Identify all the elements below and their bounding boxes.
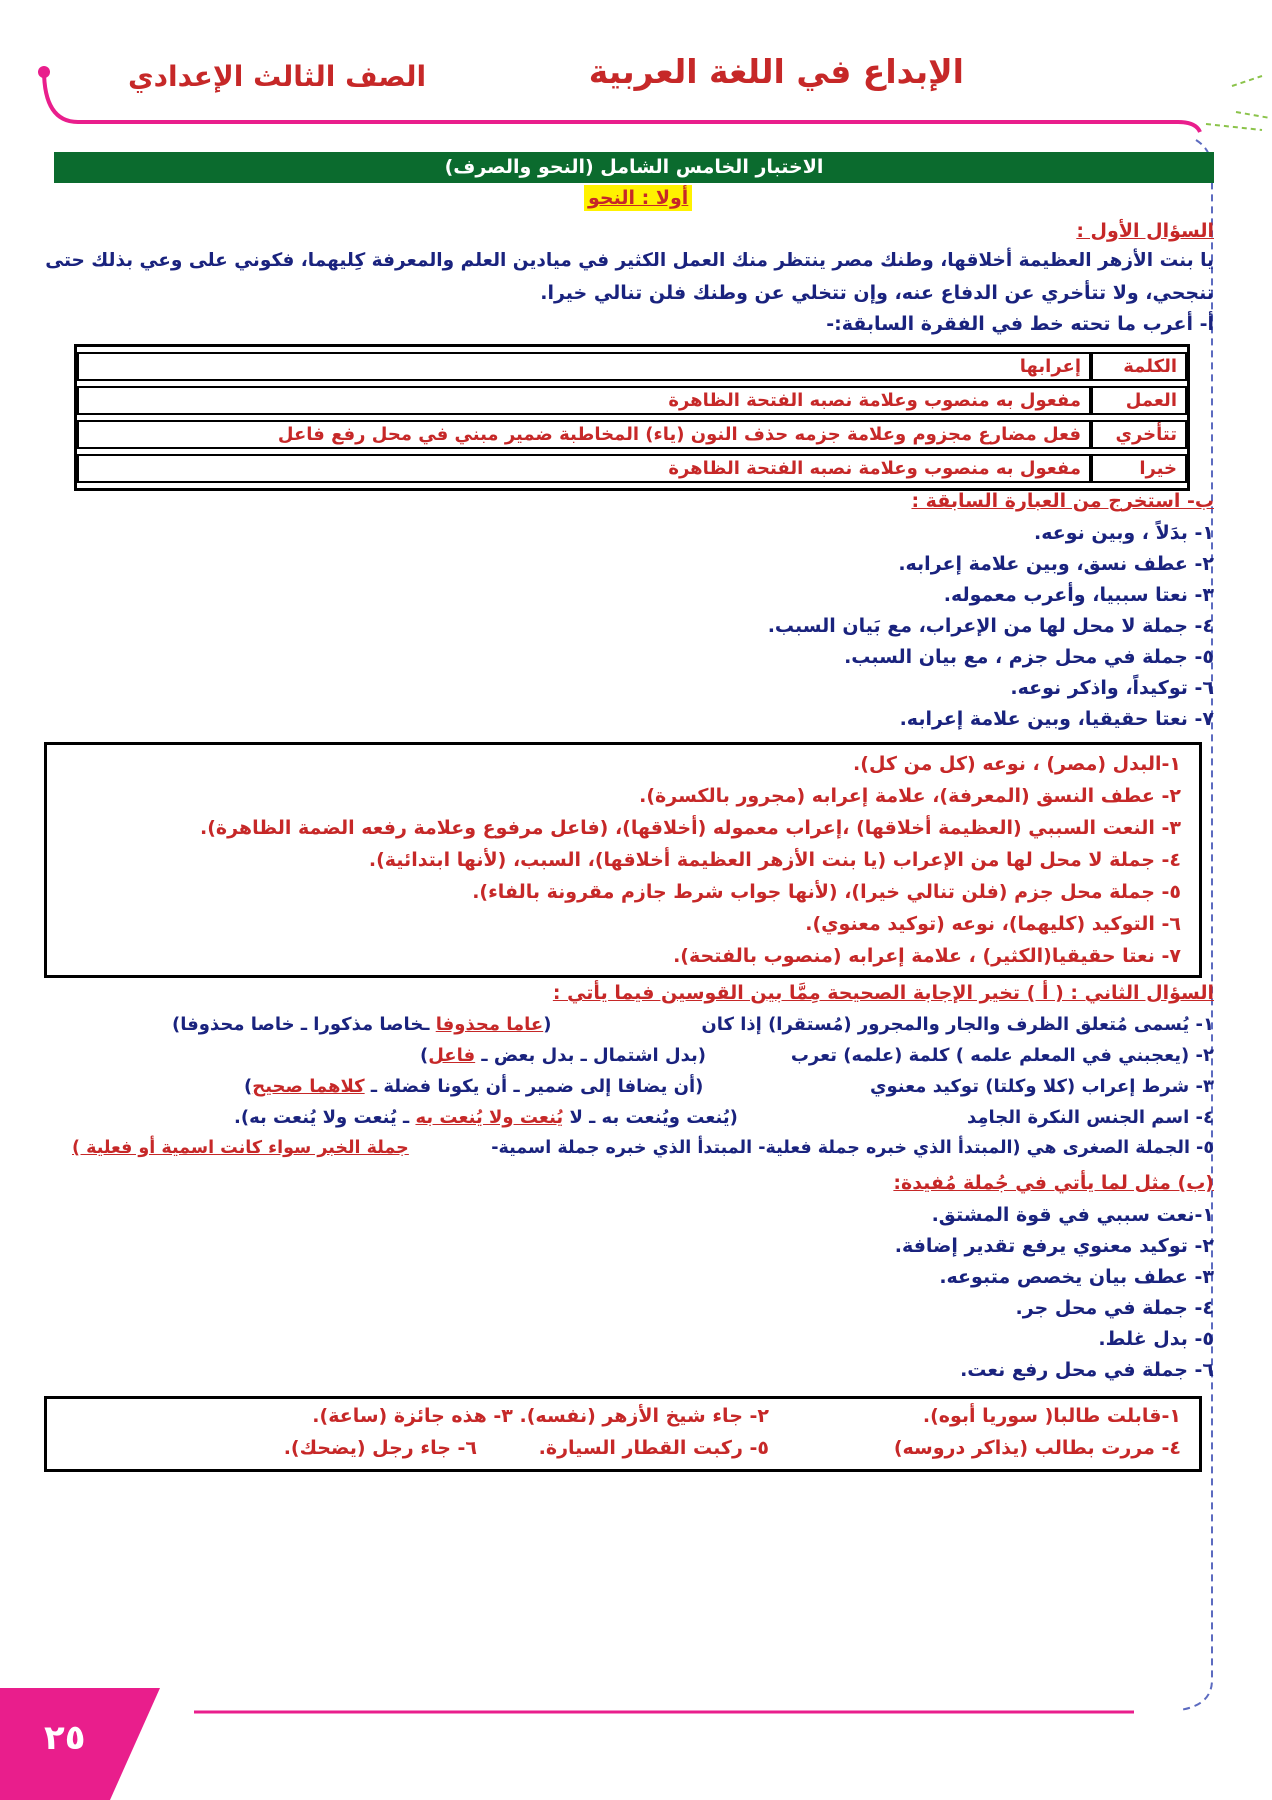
- table-row: [77, 454, 1187, 483]
- mcq-stem: ٢- (يعجبني في المعلم علمه ) كلمة (علمه) تعرب: [790, 1045, 1214, 1066]
- table-header-parse: إعرابها: [77, 352, 1091, 381]
- answer-item: ٧- نعتا حقيقيا(الكثير) ، علامة إعرابه (منصوب بالفتحة).: [673, 945, 1181, 967]
- list-item: ٤- جملة لا محل لها من الإعراب، مع بَيان السبب.: [767, 615, 1214, 637]
- answer-item: ٦- جاء رجل (يضحك).: [283, 1437, 477, 1459]
- correct-answer-highlight: يُنعت ولا يُنعت به: [415, 1107, 564, 1128]
- answer-item: ٦- التوكيد (كليهما)، نوعه (توكيد معنوي).: [805, 913, 1181, 935]
- book-title: الإبداع في اللغة العربية: [588, 52, 964, 91]
- answer-item: ٢- جاء شيخ الأزهر (نفسه). ٣- هذه جائزة (ساعة).: [312, 1405, 769, 1427]
- list-item: ٥- جملة في محل جزم ، مع بيان السبب.: [844, 646, 1214, 668]
- list-item: ٧- نعتا حقيقيا، وبين علامة إعرابه.: [899, 708, 1214, 730]
- list-item: ٢- توكيد معنوي يرفع تقدير إضافة.: [894, 1235, 1214, 1257]
- parsing-table: [74, 344, 1190, 491]
- correct-answer-highlight: كلاهما صحيح: [252, 1076, 365, 1097]
- table-row: [77, 386, 1187, 415]
- q2-title: السؤال الثاني : ( أ ) تخير الإجابة الصحيحة مِمَّا بين القوسين فيما يأتي :: [552, 982, 1214, 1004]
- list-item: ١-نعت سببي في قوة المشتق.: [931, 1204, 1214, 1226]
- mcq-stem: ١- يُسمى مُتعلق الظرف والجار والمجرور (مُستقرا) إذا كان: [701, 1014, 1214, 1035]
- table-cell-parse: مفعول به منصوب وعلامة نصبه الفتحة الظاهرة: [77, 386, 1091, 415]
- table-cell-word: خيرا: [1091, 454, 1187, 483]
- list-item: ٤- جملة في محل جر.: [1015, 1297, 1214, 1319]
- mcq-stem: ٥- الجملة الصغرى هي (المبتدأ الذي خبره جملة فعلية- المبتدأ الذي خبره جملة اسمية-: [491, 1138, 1214, 1158]
- exam-title-bar: الاختبار الخامس الشامل (النحو والصرف): [54, 152, 1214, 183]
- answer-item: ٢- عطف النسق (المعرفة)، علامة إعرابه (مجرور بالكسرة).: [639, 785, 1181, 807]
- q2-answers-box: [44, 1396, 1202, 1472]
- list-item: ٣- عطف بيان يخصص متبوعه.: [939, 1266, 1214, 1288]
- q2-part-b: (ب) مثل لما يأتي في جُملة مُفيدة:: [893, 1172, 1214, 1194]
- q1-title: السؤال الأول :: [1076, 220, 1214, 242]
- table-cell-word: تتأخري: [1091, 420, 1187, 449]
- table-row: [77, 420, 1187, 449]
- q1-passage-line1: يا بنت الأزهر العظيمة أخلاقها، وطنك مصر ينتظر منك العمل الكثير في ميادين العلم والمعرفة كِليهما، فكوني على وعي بذلك حتى: [45, 250, 1214, 271]
- mcq-choices: (أن يضافا إلى ضمير ـ أن يكونا فضلة ـ كلاهما صحيح): [244, 1076, 704, 1097]
- answer-item: ٤- جملة لا محل لها من الإعراب (يا بنت الأزهر العظيمة أخلاقها)، السبب، (لأنها ابتدائية).: [368, 849, 1181, 871]
- list-item: ٢- عطف نسق، وبين علامة إعرابه.: [898, 553, 1214, 575]
- table-cell-parse: مفعول به منصوب وعلامة نصبه الفتحة الظاهرة: [77, 454, 1091, 483]
- answer-item: ١-قابلت طالبا( سوريا أبوه).: [922, 1405, 1181, 1427]
- answer-item: ٣- النعت السببي (العظيمة أخلاقها) ،إعراب معموله (أخلاقها)، (فاعل مرفوع وعلامة رفعه الضمة الظاهرة).: [200, 817, 1181, 839]
- list-item: ٦- توكيداً، واذكر نوعه.: [1010, 677, 1214, 699]
- mcq-choices: (بدل اشتمال ـ بدل بعض ـ فاعل): [420, 1045, 706, 1066]
- answer-item: ٥- جملة محل جزم (فلن تنالي خيرا)، (لأنها جواب شرط جازم مقرونة بالفاء).: [472, 881, 1181, 903]
- section-label: أولا : النحو: [584, 185, 692, 211]
- list-item: ٥- بدل غلط.: [1098, 1328, 1214, 1350]
- correct-answer-highlight: عاما محذوفا: [435, 1014, 544, 1035]
- list-item: ٣- نعتا سببيا، وأعرب معموله.: [943, 584, 1214, 606]
- mcq-choices: (يُنعت ويُنعت به ـ لا يُنعت ولا يُنعت به ـ يُنعت ولا يُنعت به).: [234, 1107, 738, 1128]
- list-item: ٦- جملة في محل رفع نعت.: [960, 1359, 1214, 1381]
- q1-part-b: ب- استخرج من العبارة السابقة :: [911, 490, 1214, 512]
- q1-passage-line2: تنجحي، ولا تتأخري عن الدفاع عنه، وإن تتخلي عن وطنك فلن تنالي خيرا.: [540, 282, 1214, 304]
- mcq-stem: ٣- شرط إعراب (كلا وكلتا) توكيد معنوي: [870, 1076, 1214, 1097]
- grade-title: الصف الثالث الإعدادي: [128, 60, 427, 93]
- answer-item: ١-البدل (مصر) ، نوعه (كل من كل).: [853, 753, 1181, 775]
- page-number: ٢٥: [44, 1718, 86, 1758]
- table-header-row: [77, 352, 1187, 381]
- mcq-choices: جملة الخبر سواء كانت اسمية أو فعلية ): [72, 1138, 409, 1158]
- table-cell-parse: فعل مضارع مجزوم وعلامة جزمه حذف النون (ياء) المخاطبة ضمير مبني في محل رفع فاعل: [77, 420, 1091, 449]
- mcq-stem: ٤- اسم الجنس النكرة الجامِد: [967, 1107, 1214, 1128]
- answer-item: ٤- مررت بطالب (يذاكر دروسه): [893, 1437, 1181, 1459]
- mcq-choices: (عاما محذوفا ـخاصا مذكورا ـ خاصا محذوفا): [172, 1014, 552, 1035]
- correct-answer-highlight: فاعل: [428, 1045, 476, 1066]
- correct-answer-highlight: جملة الخبر سواء كانت اسمية أو فعلية: [86, 1138, 409, 1158]
- q1-answers-box: [44, 742, 1202, 978]
- q1-part-a: أ- أعرب ما تحته خط في الفقرة السابقة:-: [826, 313, 1214, 335]
- list-item: ١- بدَلاً ، وبين نوعه.: [1034, 522, 1214, 544]
- table-header-word: الكلمة: [1091, 352, 1187, 381]
- table-cell-word: العمل: [1091, 386, 1187, 415]
- answer-item: ٥- ركبت القطار السيارة.: [538, 1437, 769, 1459]
